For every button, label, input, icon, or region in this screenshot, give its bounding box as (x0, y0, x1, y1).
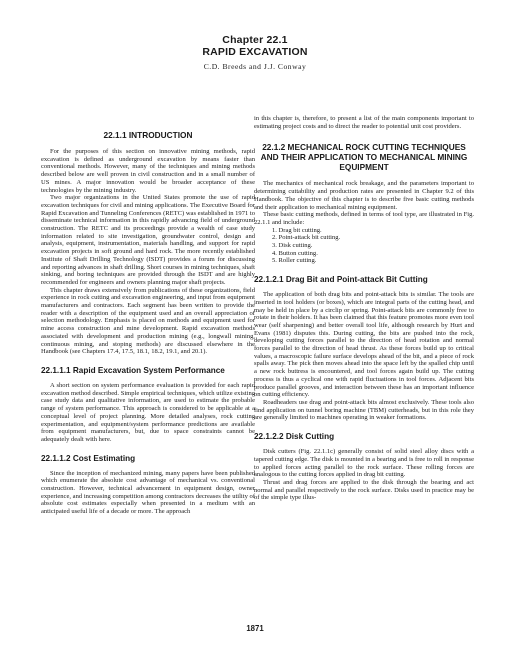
paragraph: A short section on system performance evaluation is provided for each rapid excavation method described. Simple empirical techniques, which utilize existing case study data and qualitative information, are used to estimate the probable range of system performance. This approach is considered to be applicable at a conceptual level of project planning. More detailed analyses, rock cutting experimentation, and equipment/system performance predictions are available from equipment manufacturers, but, due to space constraints cannot be adequately dealt with here. (41, 381, 255, 443)
cutting-methods-list (254, 227, 474, 266)
subsection-heading-cost: 22.1.1.2 Cost Estimating (41, 453, 136, 463)
right-column (254, 115, 474, 502)
paragraph: The application of both drag bits and point-attack bits is similar. The tools are inserted in tool holders (or boxes), which are integral parts of the cutting head, and may be held in place by a circlip or spring. Point-attack bits are commonly free to rotate in their holders. It has been claimed that this feature promotes more even tool wear (self sharpening) and better overall tool life, although research by Hurt and Evans (1981) disputes this. During cutting, the bits are pushed into the rock, developing cutting forces parallel to the direction of head rotation and normal forces parallel to the direction of head thrust. As these forces build up to critical values, a macroscopic failure surface develops ahead of the bit, and a piece of rock spalls away. The pick then moves ahead into the space left by the spalled chip until a new rock buttress is encountered, and tool forces again build up. The cutting process is thus a cyclical one with rapid fluctuations in tool forces. Adjacent bits produce parallel grooves, and interaction between these has an important influence on cutting efficiency. (254, 291, 474, 399)
chapter-header (0, 34, 510, 72)
paragraph: Disk cutters (Fig. 22.1.1c) generally consist of solid steel alloy discs with a tapered cutting edge. The disk is mounted in a bearing and is free to roll in response to applied forces acting parallel to the rock surface. These rolling forces are analogous to the cutting forces applied in drag bit cutting. (254, 448, 474, 479)
chapter-number: Chapter 22.1 (222, 34, 288, 46)
page-number: 1871 (246, 624, 264, 633)
list-item: 5. Roller cutting. (272, 257, 317, 265)
list-item: 3. Disk cutting. (272, 242, 313, 250)
subsection-heading-performance: 22.1.1.1 Rapid Excavation System Performance (41, 365, 225, 375)
section-heading-mechanical-cutting: 22.1.2 MECHANICAL ROCK CUTTING TECHNIQUES AND THEIR APPLICATION TO MECHANICAL MINING EQUIPMENT (260, 142, 468, 173)
section-heading-introduction: 22.1.1 INTRODUCTION (103, 130, 193, 140)
list-item: 2. Point-attack bit cutting. (272, 234, 341, 242)
authors: C.D. Breeds and J.J. Conway (203, 62, 307, 71)
paragraph: Thrust and drag forces are applied to the disk through the bearing and act normal and parallel respectively to the rock surface. Disks used in practice may be of the simple type illus- (254, 478, 474, 502)
left-column (41, 130, 255, 516)
subsection-heading-drag-bit: 22.1.2.1 Drag Bit and Point-attack Bit Cutting (254, 275, 428, 285)
list-item: 1. Drag bit cutting. (272, 226, 322, 234)
paragraph: For the purposes of this section on innovative mining methods, rapid excavation is defined as underground excavation by means faster than conventional methods. However, many of the techniques and mining methods described below are well proven in civil construction and in a small number of US mines. A major innovation would be broader acceptance of these technologies by the mining industry. (41, 148, 255, 194)
list-item: 4. Button cutting. (272, 249, 318, 257)
paragraph: in this chapter is, therefore, to present a list of the main components important to estimating project costs and to direct the reader to potential unit cost providers. (254, 115, 474, 130)
subsection-heading-disk-cutting: 22.1.2.2 Disk Cutting (254, 432, 335, 442)
paragraph: This chapter draws extensively from publications of these organizations, field experience in rock cutting and excavation engineering, and input from equipment manufacturers and contractors. Each segment has been written to provide the reader with a description of the equipment used and an overall appreciation of selection methodology. Emphasis is placed on methods and equipment used for mine access construction and mine development. Rapid excavation methods associated with development and production mining (e.g., longwall mining, continuous mining, and stoping methods) are discussed elsewhere in the Handbook (see Chapters 17.4, 17.5, 18.1, 18.2, 19.1, and 20.1). (41, 286, 255, 356)
paragraph: Two major organizations in the United States promote the use of rapid excavation techniques for civil and mining applications. The Executive Board for Rapid Excavation and Tunneling Conferences (RETC) was established in 1971 to disseminate technical information in this rapidly advancing field of underground construction. The RETC and its proceedings provide a wealth of case study information related to site investigation, groundwater control, design and analysis, equipment, instrumentation, materials handling, and support for rapid excavation projects in soft ground and hard rock. The more recently established Institute of Shaft Drilling Technology (ISDT) provides a forum for discussing and reporting advances in shaft drilling. Short courses in mining techniques, shaft sinking, and boring techniques are provided through the ISDT and are highly recommended for engineers and owners planning major shaft projects. (41, 194, 256, 286)
paragraph: These basic cutting methods, defined in terms of tool type, are illustrated in Fig. 22.1.1 and include: (254, 211, 474, 226)
chapter-title: RAPID EXCAVATION (202, 46, 308, 58)
paragraph: Since the inception of mechanized mining, many papers have been published which enumerate the absolute cost advantage of mechanical vs. conventional construction. However, technical advancement in equipment design, owner experience, and increasing competition among contractors decreases the utility of absolute cost estimates especially when presented in a medium with an anticipated useful life of a decade or more. The approach (41, 469, 255, 516)
paragraph: Roadheaders use drag and point-attack bits almost exclusively. These tools also find application on tunnel boring machine (TBM) cutterheads, but in this role they are generally limited to machines operating in weaker formations. (254, 398, 474, 422)
paragraph: The mechanics of mechanical rock breakage, and the parameters important to determining cuttability and production rates are presented in Chapter 9.2 of this Handbook. The objective of this chapter is to describe five basic cutting methods and their application to mechanical mining equipment. (254, 180, 474, 211)
